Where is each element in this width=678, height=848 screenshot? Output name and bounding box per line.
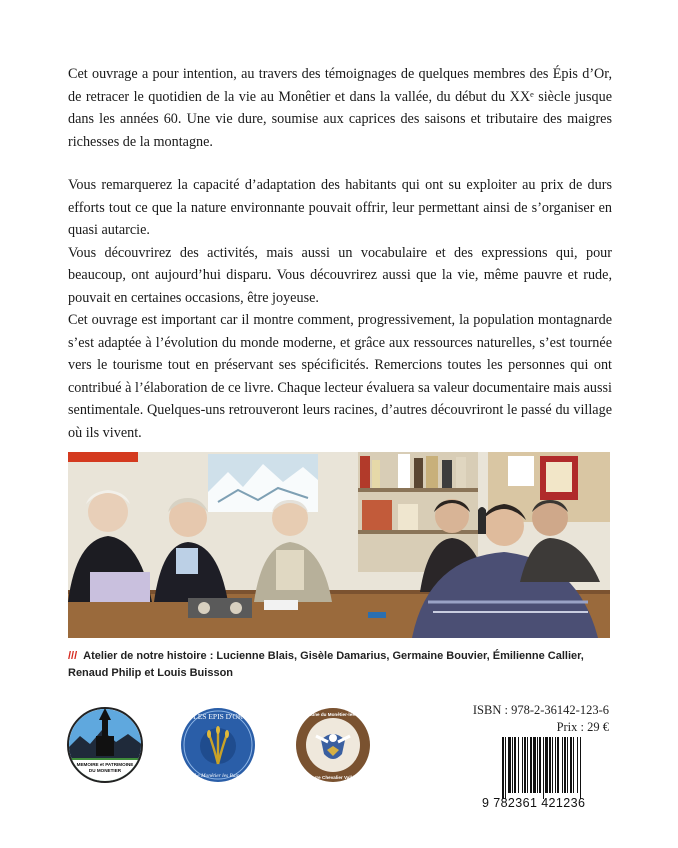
golden-wheat-logo bbox=[179, 706, 257, 784]
barcode-bar bbox=[577, 737, 578, 793]
barcode-bar bbox=[567, 737, 568, 793]
caption-text: Atelier de notre histoire : Lucienne Blais, Gisèle Damarius, Germaine Bouvier, Émilienne Callier, Renaud Philip et Louis Buisson bbox=[68, 650, 584, 679]
barcode-bar bbox=[552, 737, 553, 793]
barcode-bar bbox=[522, 737, 523, 793]
barcode-bar bbox=[502, 737, 504, 799]
paragraph-adaptation: Vous remarquerez la capacité d’adaptation des habitants qui ont su exploiter au prix de durs efforts tout ce que la nature environnante pouvait offrir, leur permettant ainsi de s’organiser en quasi autarcie. bbox=[68, 177, 612, 238]
svg-text:Serre Chevalier Vallée: Serre Chevalier Vallée bbox=[308, 775, 358, 780]
barcode-bar bbox=[543, 737, 544, 799]
intro-paragraph bbox=[68, 63, 612, 153]
svg-text:Le Monêtier les Bains: Le Monêtier les Bains bbox=[194, 773, 242, 779]
intro-text: Cet ouvrage a pour intention, au travers des témoignages de quelques membres des Épis d’Or, de retracer le quotidien de la vie au Monêtier et dans la vallée, du début du XXᵉ siècle jusque dans les années 60. Une vie dure, soumise aux caprices des saisons et tributaire des maigres richesses de la montagne. bbox=[68, 66, 612, 150]
barcode-bar bbox=[549, 737, 551, 793]
group-photo-drawing bbox=[68, 452, 610, 638]
mountain-church-logo bbox=[66, 706, 144, 784]
barcode-bar bbox=[557, 737, 559, 793]
body-paragraphs bbox=[68, 174, 612, 444]
barcode-bar bbox=[518, 737, 519, 793]
paragraph-activities: Vous découvrirez des activités, mais aussi un vocabulaire et des expressions qui, pour beaucoup, ont aujourd’hui disparu. Vous découvrirez aussi que la vie, même pauvre et rude, pouvait en certaines occasions, être joyeuse. bbox=[68, 244, 612, 306]
eagle-crest-logo bbox=[294, 706, 372, 784]
paragraph-importance: Cet ouvrage est important car il montre comment, progressivement, la population montagnarde s’est adaptée à l’évolution du monde moderne, et grâce aux ressources naturelles, s’est tournée vers le tourisme tout en préservant ses spécificités. Remercions toutes les personnes qui ont contribué à l’élaboration de ce livre. Chaque lecteur évaluera sa valeur documentaire mais aussi sentimentale. Quelques-uns retrouveront leurs racines, d’autres découvriront le passé du village où ils vivent. bbox=[68, 312, 612, 441]
isbn-number: ISBN : 978-2-36142-123-6 bbox=[472, 703, 609, 717]
barcode-bar bbox=[508, 737, 511, 793]
caption-marker: /// bbox=[68, 650, 78, 662]
barcode-bar bbox=[527, 737, 528, 793]
barcode-icon bbox=[500, 737, 610, 799]
barcode-bar bbox=[545, 737, 548, 793]
barcode-bar bbox=[562, 737, 563, 793]
barcode-bar bbox=[555, 737, 556, 793]
barcode-bar bbox=[580, 737, 581, 799]
barcode-bar bbox=[564, 737, 566, 793]
isbn-block bbox=[473, 702, 609, 736]
svg-text:Commune du Monêtier-les-Bains: Commune du Monêtier-les-Bains bbox=[297, 712, 369, 717]
barcode-bar bbox=[505, 737, 506, 799]
barcode-bar bbox=[537, 737, 538, 793]
group-photo bbox=[68, 452, 610, 638]
barcode-bar bbox=[570, 737, 572, 793]
barcode-bar bbox=[573, 737, 574, 793]
barcode-bar bbox=[533, 737, 536, 793]
barcode-digits: 9 782361 421236 bbox=[482, 796, 586, 810]
svg-text:MEMOIRE et PATRIMOINE: MEMOIRE et PATRIMOINE bbox=[76, 762, 134, 767]
barcode-bar bbox=[530, 737, 532, 793]
barcode-bar bbox=[539, 737, 541, 793]
price-label: Prix : 29 € bbox=[556, 720, 609, 734]
barcode-bar bbox=[514, 737, 516, 793]
svg-text:LES EPIS D'OR: LES EPIS D'OR bbox=[193, 712, 243, 721]
barcode-bar bbox=[512, 737, 513, 793]
barcode-bar bbox=[524, 737, 526, 793]
photo-caption bbox=[68, 648, 608, 682]
svg-text:DU MONETIER: DU MONETIER bbox=[88, 768, 122, 773]
